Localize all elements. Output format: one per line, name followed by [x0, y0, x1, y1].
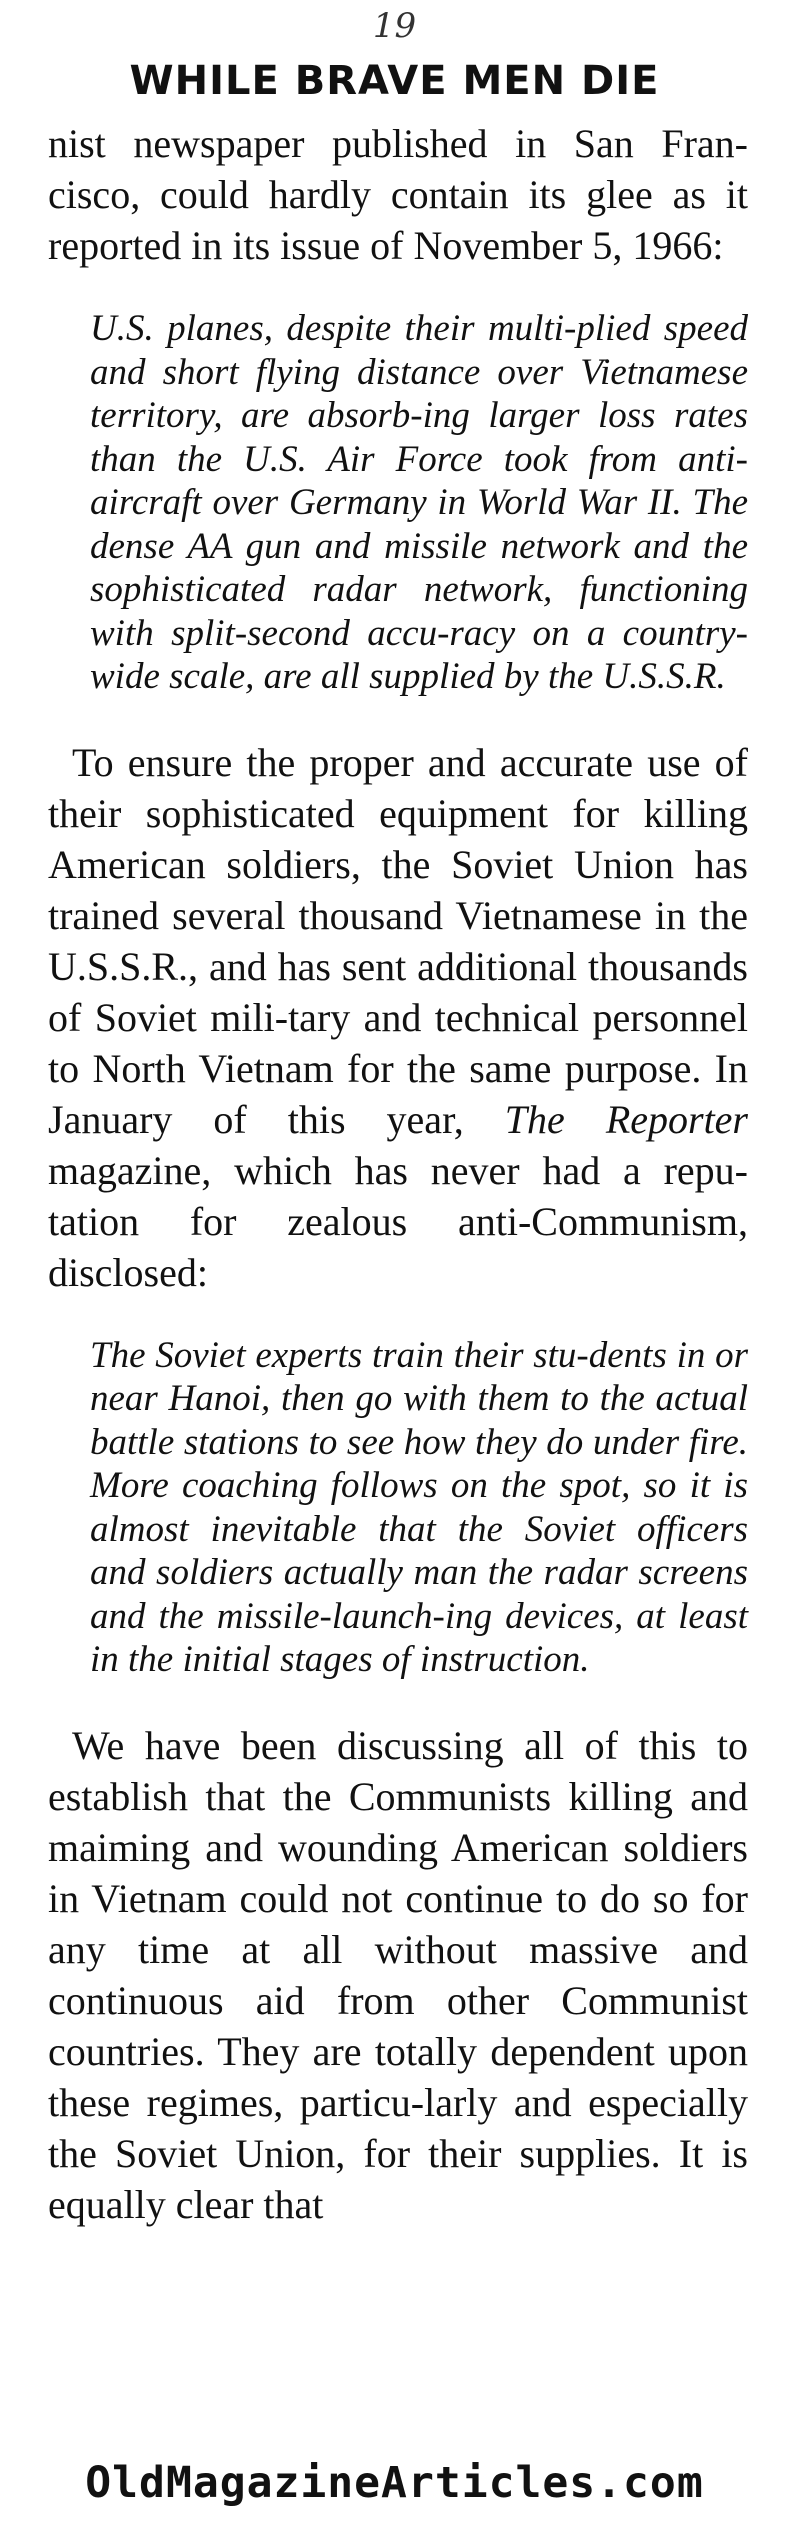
paragraph-continued: nist newspaper published in San Fran-cisco, could hardly contain its glee as it reported in its issue of November 5, 1966: — [48, 121, 748, 268]
paragraph-2 — [48, 737, 748, 1298]
page-number: 19 — [372, 6, 417, 46]
block-quote-2: The Soviet experts train their stu-dents in or near Hanoi, then go with them to the actual battle stations to see how they do under fire. More coaching follows on the spot, so it is almost inevitable that the Soviet officers and soldiers actually man the radar screens and the missile-launch-ing devices, at least in the initial stages of instruction. — [90, 1334, 748, 1680]
article-body — [48, 118, 748, 2230]
site-watermark: OldMagazineArticles.com — [85, 2458, 704, 2508]
block-quote-1: U.S. planes, despite their multi-plied speed and short flying distance over Vietnamese territory, are absorb-ing larger loss rates than the U.S. Air Force took from anti-aircraft over Germany in World War II. The dense AA gun and missile network and the sophisticated radar network, functioning with split-second accu-racy on a country-wide scale, are all supplied by the U.S.S.R. — [90, 308, 748, 697]
paragraph-2-text-before: To ensure the proper and accurate use of their sophisticated equipment for killing American soldiers, the Soviet Union has trained several thousand Vietnamese in the U.S.S.R., and has sent additional thousands of Soviet mili-tary and technical personnel to North Vietnam for the same purpose. In January of this year, — [48, 739, 748, 1142]
magazine-title: The Reporter — [504, 1096, 748, 1142]
paragraph-3: We have been discussing all of this to establish that the Communists killing and maiming and wounding American soldiers in Vietnam could not continue to do so for any time at all without massive and continuous aid from other Communist countries. They are totally dependent upon these regimes, particu-larly and especially the Soviet Union, for their supplies. It is equally clear that — [48, 1722, 748, 2227]
page-header: WHILE BRAVE MEN DIE — [129, 58, 660, 104]
paragraph-2-text-after: magazine, which has never had a repu-tation for zealous anti-Communism, disclosed: — [48, 1147, 748, 1295]
